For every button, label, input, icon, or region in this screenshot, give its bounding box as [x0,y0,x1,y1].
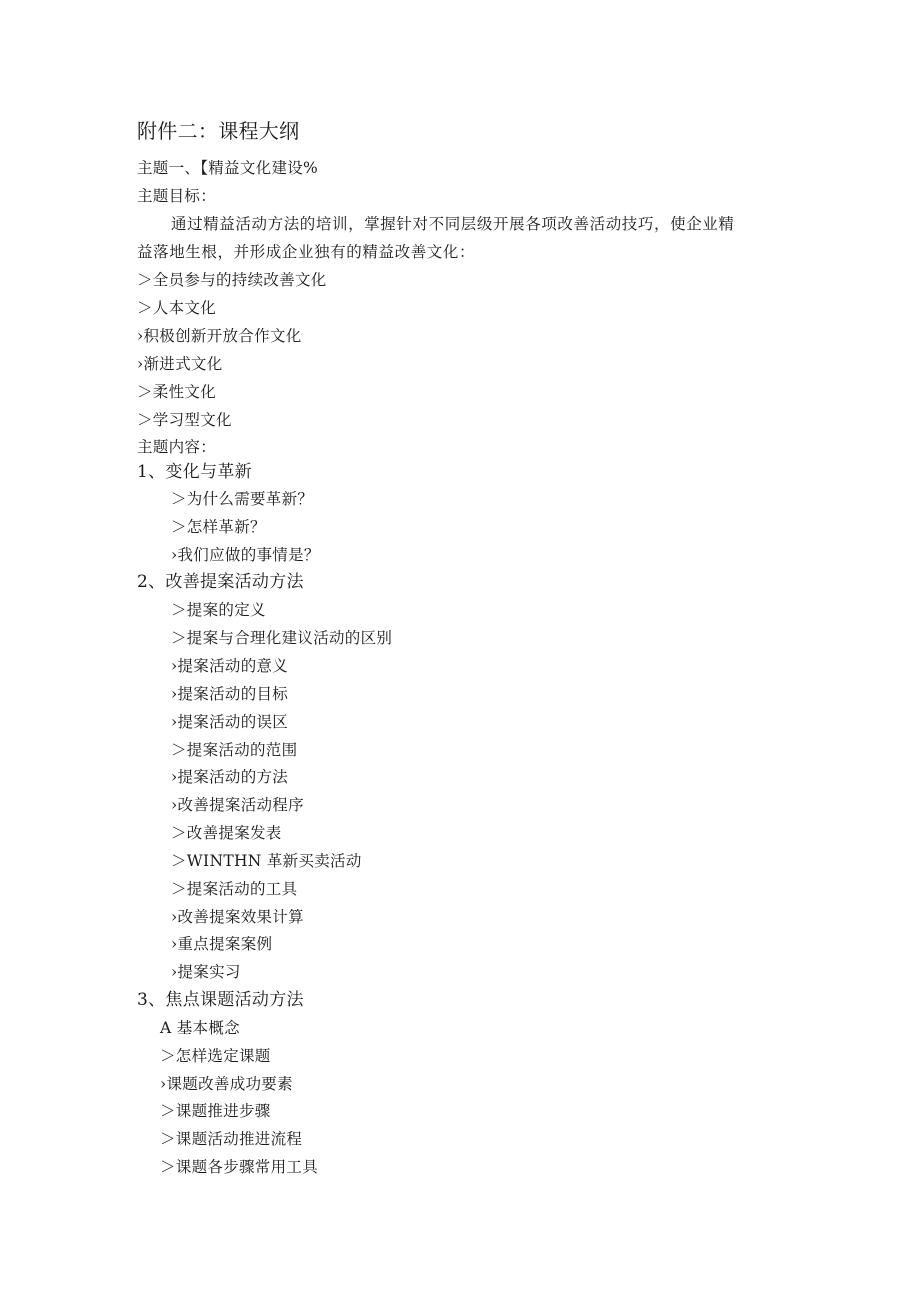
section-item: ›提案实习 [171,963,241,981]
section-item: ＞WINTHN 革新买卖活动 [171,852,362,870]
section-item: ＞课题各步骤常用工具 [160,1158,319,1176]
topic-content-label: 主题内容： [137,438,217,456]
section-item: ›提案活动的误区 [171,713,289,731]
culture-item: ＞学习型文化 [137,411,232,429]
page-title: 附件二：课程大纲 [137,119,300,143]
section-item: ›提案活动的方法 [171,768,289,786]
topic-goal-label: 主题目标： [137,187,217,205]
culture-item: ›积极创新开放合作文化 [137,327,302,345]
section-item: ＞提案的定义 [171,601,266,619]
section-item: ›改善提案效果计算 [171,908,304,926]
section-heading: 3、焦点课题活动方法 [137,990,304,1010]
section-item: ›提案活动的目标 [171,685,289,703]
section-item: ＞怎样革新？ [171,518,266,536]
culture-item: ›渐进式文化 [137,355,223,373]
section-item: ＞课题推进步骤 [160,1102,271,1120]
culture-item: ＞人本文化 [137,299,217,317]
section-item: ＞怎样选定课题 [160,1047,271,1065]
section-item: ＞为什么需要革新？ [171,490,314,508]
section-heading: 1、变化与革新 [137,462,252,482]
section-item: ›课题改善成功要素 [160,1075,293,1093]
section-item: ＞提案活动的工具 [171,880,298,898]
section-item: ›重点提案案例 [171,935,273,953]
goal-text-line-2: 益落地生根，并形成企业独有的精益改善文化： [137,243,476,261]
section-item: ›改善提案活动程序 [171,796,304,814]
section-subheading: A 基本概念 [160,1019,240,1037]
topic-heading: 主题一、【精益文化建设% [137,159,319,177]
section-item: ＞课题活动推进流程 [160,1130,303,1148]
culture-item: ＞柔性文化 [137,383,217,401]
section-item: ＞改善提案发表 [171,824,282,842]
section-item: ›提案活动的意义 [171,657,289,675]
section-heading: 2、改善提案活动方法 [137,572,304,592]
section-item: ＞提案与合理化建议活动的区别 [171,629,393,647]
culture-item: ＞全员参与的持续改善文化 [137,271,327,289]
section-item: ›我们应做的事情是？ [171,546,320,564]
section-item: ＞提案活动的范围 [171,741,298,759]
goal-text-line-1: 通过精益活动方法的培训，掌握针对不同层级开展各项改善活动技巧，使企业精 [171,215,735,233]
